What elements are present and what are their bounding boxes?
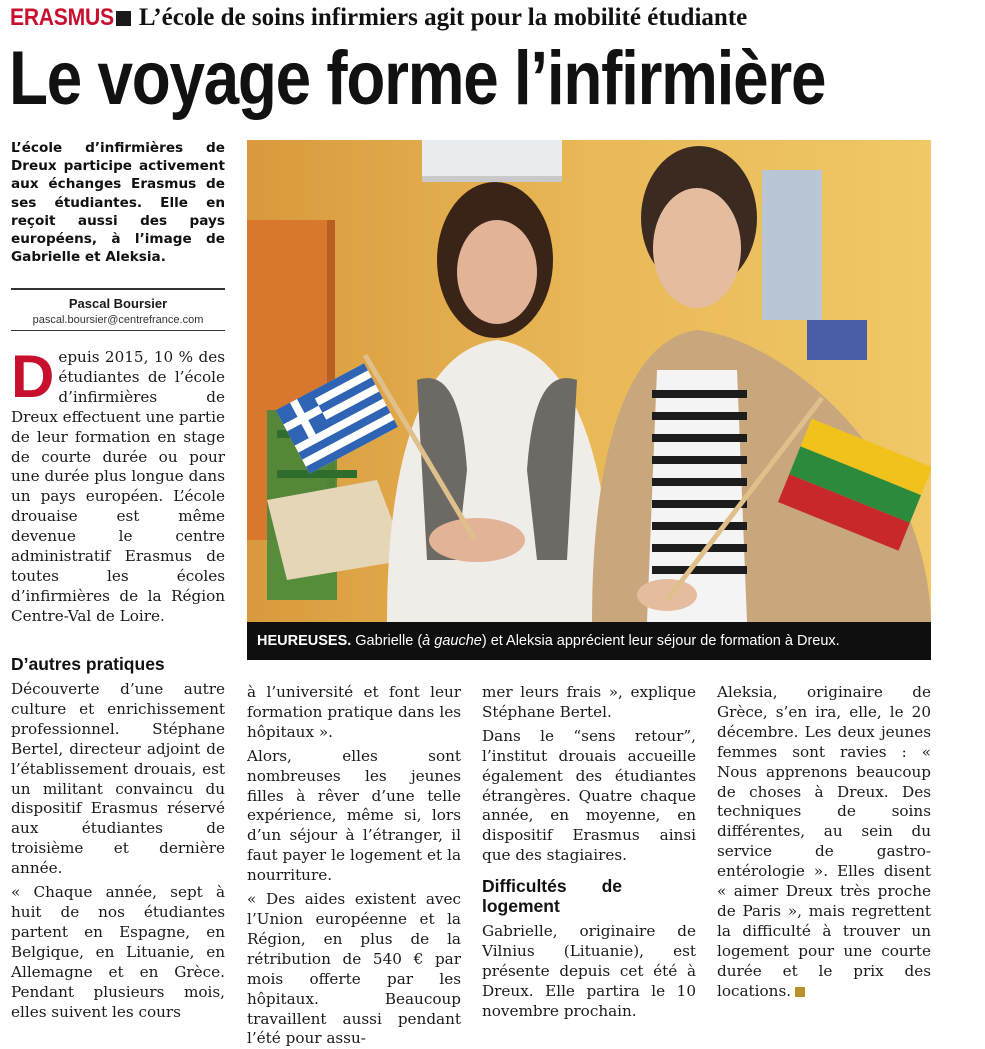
- caption-text: Gabrielle (: [355, 633, 423, 649]
- byline: [11, 288, 225, 331]
- article-photo: [247, 140, 931, 660]
- drop-cap: D: [11, 343, 55, 410]
- paragraph-intro: [11, 343, 225, 627]
- subhead-autres-pratiques: D’autres pratiques: [11, 654, 165, 674]
- paragraph: à l’université et font leur formation pratique dans les hôpitaux ».: [247, 683, 461, 741]
- column-1b: [11, 644, 225, 1022]
- byline-divider: [11, 330, 225, 331]
- kicker-text: L’école de soins infirmiers agit pour la mobilité étudiante: [138, 4, 748, 31]
- subhead-difficultes-logement: Difficultés de logement: [482, 876, 622, 917]
- paragraph-final: [717, 683, 931, 1002]
- paragraph: « Chaque année, sept à huit de nos étudiantes partent en Espagne, en Belgique, en Lituanie, en Allemagne et en Grèce. Pendant plusieurs mois, elles suivent les cours: [11, 883, 225, 1021]
- paragraph: Gabrielle, originaire de Vilnius (Lituanie), est présente depuis cet été à Dreux. Elle partira le 10 novembre prochain.: [482, 922, 696, 1020]
- caption-lead: HEUREUSES.: [257, 633, 352, 649]
- column-2: [247, 683, 461, 1049]
- caption-text-end: ) et Aleksia apprécient leur séjour de formation à Dreux.: [481, 633, 840, 649]
- column-1: [11, 343, 225, 627]
- column-3: [482, 683, 696, 1022]
- square-bullet-icon: [116, 11, 131, 26]
- photo-caption: [247, 622, 931, 660]
- paragraph: Découverte d’une autre culture et enrichissement professionnel. Stéphane Bertel, directeur adjoint de l’établissement drouais, est un militant convaincu du dispositif Erasmus réservé aux étudiantes de troisième et dernière année.: [11, 680, 225, 878]
- paragraph: mer leurs frais », explique Stéphane Bertel.: [482, 683, 696, 721]
- paragraph: Alors, elles sont nombreuses les jeunes filles à rêver d’une telle expérience, même si, lors d’un séjour à l’étranger, il faut payer le logement et la nourriture.: [247, 746, 461, 885]
- headline: Le voyage forme l’infirmière: [9, 36, 826, 121]
- paragraph-intro-text: epuis 2015, 10 % des étudiantes de l’école d’infirmières de Dreux effectuent une partie de leur formation en stage de courte durée ou pour une durée plus longue dans un pays européen. L’école drouaise est même devenue le centre administratif Erasmus de toutes les écoles d’infirmières de la Région Centre-Val de Loire.: [11, 348, 225, 625]
- section-tag: ERASMUS: [10, 4, 114, 31]
- paragraph: Dans le “sens retour”, l’institut drouais accueille également des étudiantes étrangères. Quatre chaque année, en moyenne, en dispositif Erasmus ainsi que des stagiaires.: [482, 726, 696, 865]
- caption-italic: à gauche: [422, 633, 482, 649]
- photo-two-students-with-flags: [247, 140, 931, 622]
- kicker: [10, 4, 747, 32]
- byline-email[interactable]: pascal.boursier@centrefrance.com: [32, 314, 204, 326]
- byline-author: Pascal Boursier: [68, 296, 168, 311]
- paragraph: « Des aides existent avec l’Union européenne et la Région, en plus de la rétribution de 540 € par mois offerte par les hôpitaux. Beaucoup travaillent aussi pendant l’été pour assu-: [247, 890, 461, 1048]
- paragraph-final-text: Aleksia, originaire de Grèce, s’en ira, elle, le 20 décembre. Les deux jeunes femmes sont ravies : « Nous apprenons beaucoup de choses à Dreux. Des techniques de soins différentes, au sein du service de gastro-entérologie ». Elles disent « aimer Dreux très proche de Paris », mais regrettent la difficulté à trouver un logement pour une courte durée et le prix des locations.: [717, 683, 931, 1000]
- chapo: L’école d’infirmières de Dreux participe activement aux échanges Erasmus de ses étudiantes. Elle en reçoit aussi des pays européens, à l’image de Gabrielle et Aleksia.: [11, 140, 225, 266]
- column-4: [717, 683, 931, 1002]
- end-mark-icon: [795, 987, 805, 997]
